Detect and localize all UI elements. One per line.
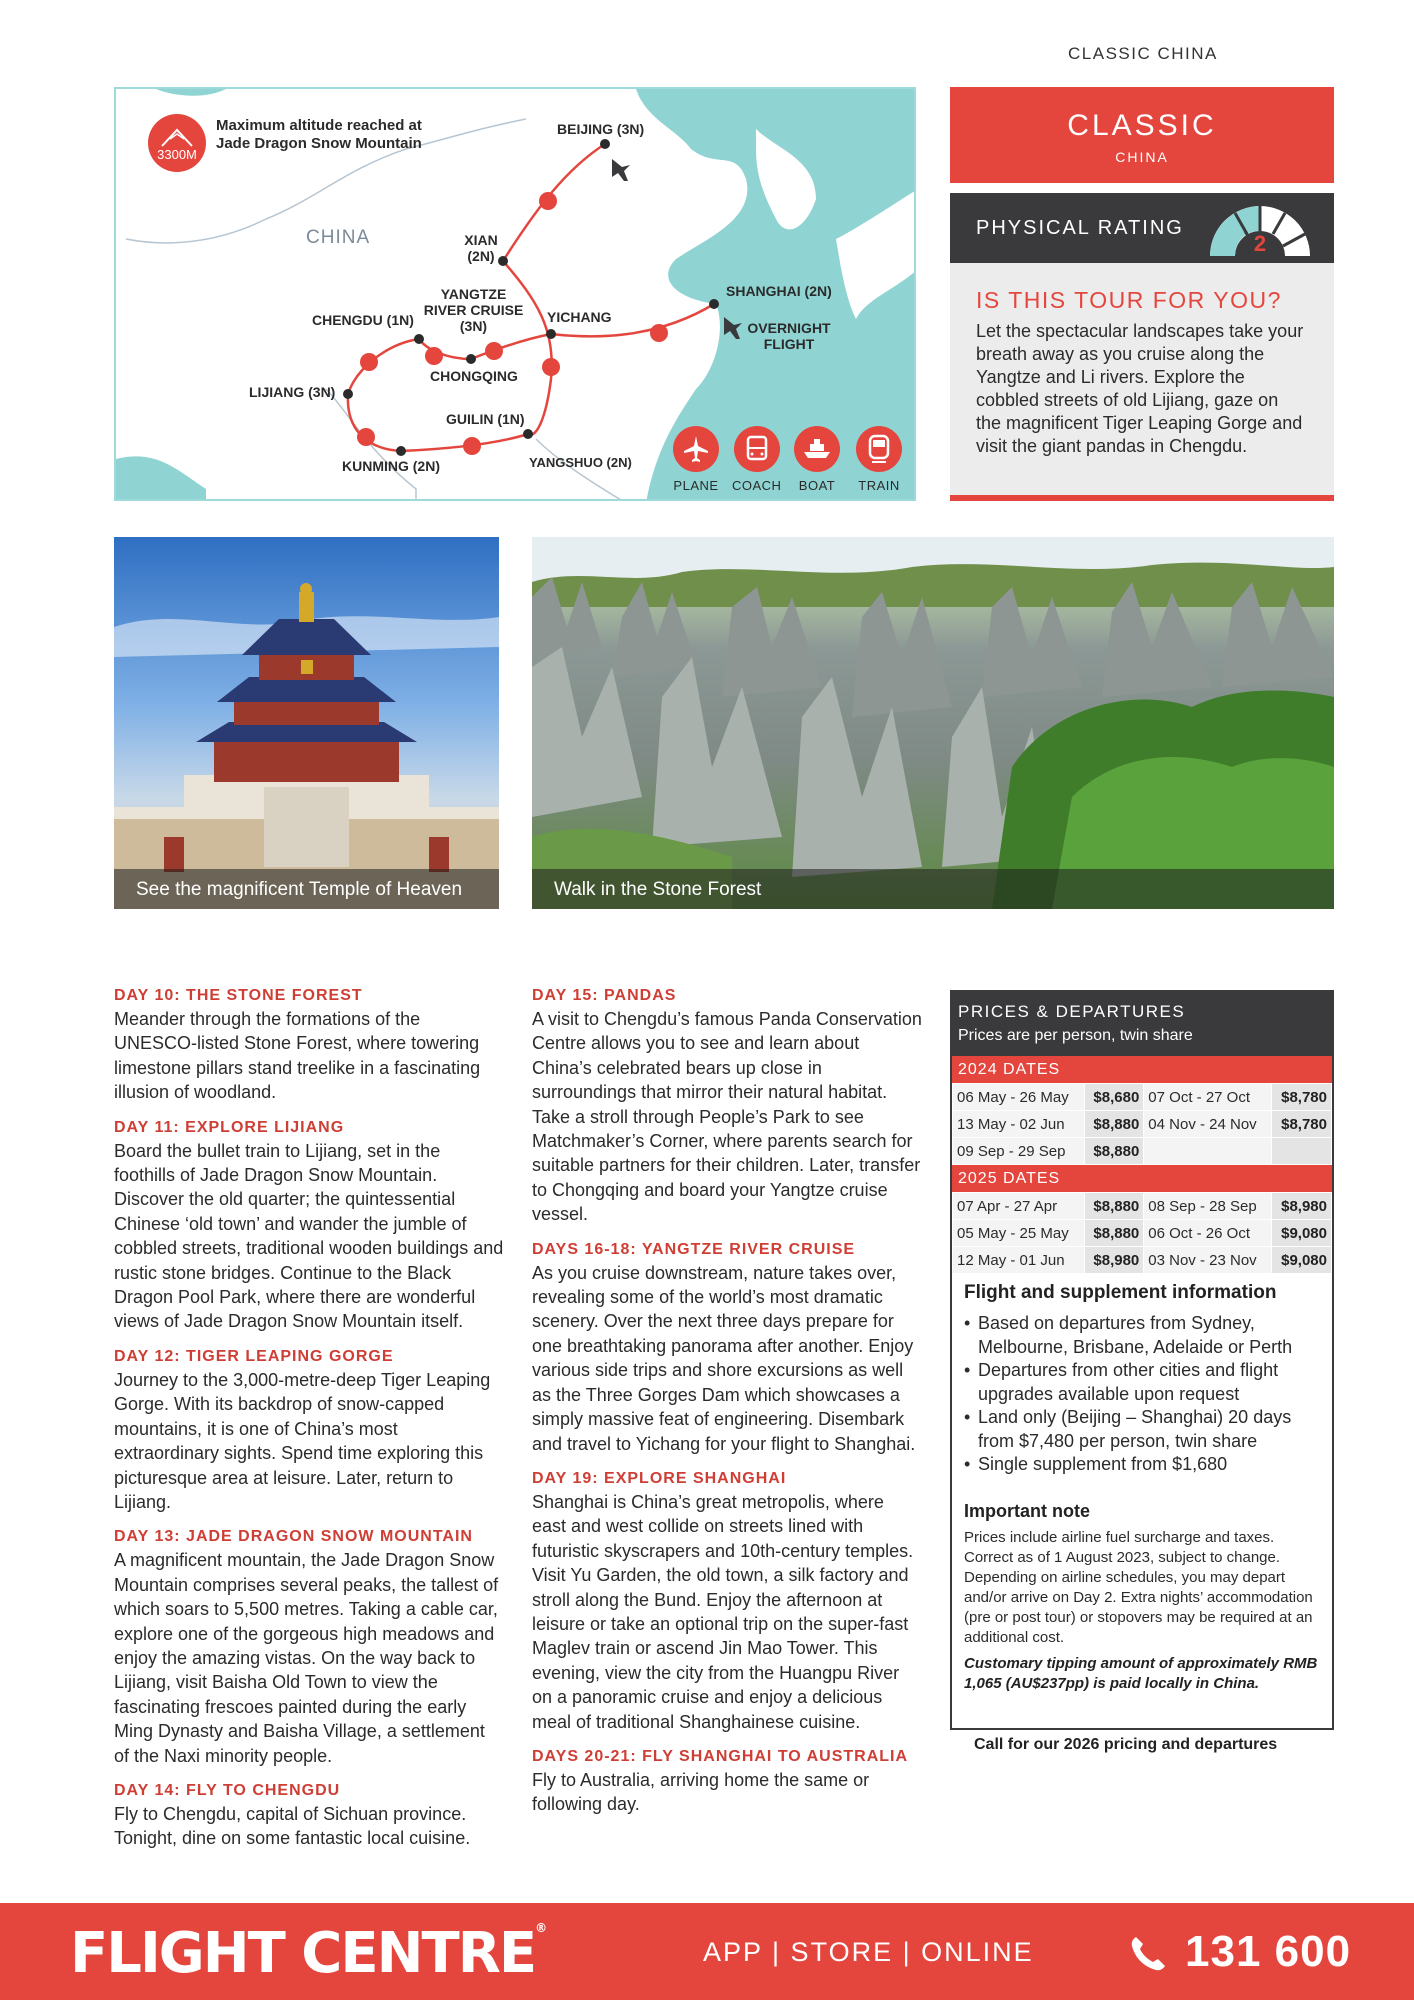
day-title: DAY 12: TIGER LEAPING GORGE (114, 1347, 394, 1365)
departure-date: 06 Oct - 26 Oct (1144, 1220, 1272, 1247)
departure-price: $9,080 (1272, 1220, 1332, 1247)
altitude-text: Maximum altitude reached at Jade Dragon Snow Mountain (216, 117, 422, 152)
place-yangtze-cruise: YANGTZE RIVER CRUISE (3N) (423, 286, 524, 334)
day-text: Shanghai is China’s great metropolis, where east and west collide on streets lined with futuristic skyscrapers and 10th-century temples. Visit Yu Garden, the old town, a silk factory and stroll along the Bund. Enjoy the afternoon at leisure or take an optional trip on the super-fast Maglev train or ascend Jin Mao Tower. This evening, view the city from the Huangpu River on a panoramic cruise and enjoy a delicious meal of traditional Shanghainese cuisine. (532, 1491, 914, 1732)
day-text: As you cruise downstream, nature takes over, revealing some of the world’s most dramatic scenery. Over the next three days prepare for one breathtaking panorama after another. Enjoy various side trips and shore excursions as well as the Three Gorges Dam which showcases a simply massive feat of engineering. Disembark and travel to Yichang for your flight to Shanghai. (532, 1262, 916, 1454)
physical-rating (950, 193, 1334, 263)
departure-date: 07 Apr - 27 Apr (953, 1193, 1085, 1220)
itinerary-day (114, 1348, 504, 1514)
prices-table-2025 (952, 1192, 1332, 1274)
legend-coach-label: COACH (732, 478, 782, 493)
place-overnight-flight: OVERNIGHT FLIGHT (747, 320, 831, 352)
departure-date: 12 May - 01 Jun (953, 1247, 1085, 1274)
stone-forest-illustration (532, 537, 1334, 909)
itinerary-day (114, 1782, 504, 1851)
flight-supplement-info (952, 1282, 1332, 1694)
departure-date: 08 Sep - 28 Sep (1144, 1193, 1272, 1220)
itinerary-day (532, 987, 922, 1227)
itinerary-column-2 (532, 987, 922, 1831)
departure-price: $8,980 (1272, 1193, 1332, 1220)
boat-icon (794, 426, 840, 472)
itinerary-day (532, 1470, 922, 1734)
legend-train (856, 426, 902, 493)
photo-caption: See the magnificent Temple of Heaven (136, 879, 463, 900)
altitude-badge (148, 114, 206, 172)
itinerary-day (114, 1528, 504, 1768)
year-heading-2025: 2025 DATES (952, 1165, 1332, 1192)
brand-logo (70, 1921, 547, 1986)
important-note-heading: Important note (964, 1500, 1090, 1521)
place-kunming: KUNMING (2N) (342, 458, 440, 474)
place-yangshuo: YANGSHUO (2N) (529, 455, 632, 470)
tipping-note: Customary tipping amount of approximately RMB 1,065 (AU$237pp) is paid locally in China. (964, 1654, 1318, 1692)
day-text: Board the bullet train to Lijiang, set in the foothills of Jade Dragon Snow Mountain. Discover the old quarter; the quintessential Chinese ‘old town’ and wander the jumble of cobbled streets, traditional wooden buildings and rustic stone bridges. Continue to the Black Dragon Pool Park, where there are wonderful views of Jade Dragon Snow Mountain itself. (114, 1140, 504, 1332)
itinerary-day (532, 1241, 922, 1456)
important-note (964, 1501, 1320, 1694)
coach-icon (734, 426, 780, 472)
day-text: Fly to Chengdu, capital of Sichuan province. Tonight, dine on some fantastic local cuisine. (114, 1803, 471, 1849)
route-map (114, 87, 916, 501)
call-for-pricing: Call for our 2026 pricing and departures (974, 1736, 1278, 1753)
departure-date (1144, 1138, 1272, 1165)
itinerary-day (114, 987, 504, 1105)
tour-title-block (950, 87, 1334, 183)
departure-price (1272, 1138, 1332, 1165)
phone-number[interactable]: 131 600 (1185, 1927, 1352, 1976)
tour-subtitle: CHINA (1115, 149, 1169, 165)
train-icon (856, 426, 902, 472)
departure-price: $8,880 (1084, 1111, 1144, 1138)
flight-info-list (964, 1312, 1320, 1477)
day-title: DAY 15: PANDAS (532, 987, 677, 1004)
departure-date: 03 Nov - 23 Nov (1144, 1247, 1272, 1274)
country-label: CHINA (306, 227, 371, 248)
footer-banner (0, 1903, 1414, 2000)
departure-date: 06 May - 26 May (953, 1084, 1085, 1111)
table-row (953, 1193, 1332, 1220)
departure-date: 04 Nov - 24 Nov (1144, 1111, 1272, 1138)
itinerary-column-1 (114, 987, 504, 1865)
important-note-text: Prices include airline fuel surcharge and taxes. Correct as of 1 August 2023, subject to change. Depending on airline schedules, you may depart and/or arrive on Day 2. Extra nights’ accommodation (pre or post tour) or stopovers may be required at an additional cost. (964, 1528, 1313, 1646)
table-row (953, 1247, 1332, 1274)
departure-date: 05 May - 25 May (953, 1220, 1085, 1247)
prices-subtitle: Prices are per person, twin share (958, 1027, 1193, 1044)
legend-boat (794, 426, 840, 493)
photo-stone-forest (532, 537, 1334, 909)
place-yichang: YICHANG (547, 309, 612, 325)
departure-date: 09 Sep - 29 Sep (953, 1138, 1085, 1165)
place-beijing: BEIJING (3N) (557, 121, 645, 137)
rating-label: PHYSICAL RATING (976, 217, 1184, 239)
departure-date: 13 May - 02 Jun (953, 1111, 1085, 1138)
tour-description: Let the spectacular landscapes take your breath away as you cruise along the Yangtze and Li rivers. Explore the cobbled streets of old Lijiang, gaze on the magnificent Tiger Leaping Gorge and visit the giant pandas in Chengdu. (976, 321, 1304, 456)
departure-price: $8,780 (1272, 1111, 1332, 1138)
day-text: Fly to Australia, arriving home the same or following day. (532, 1769, 870, 1815)
departure-price: $8,880 (1084, 1138, 1144, 1165)
footer-channels: APP | STORE | ONLINE (703, 1937, 1034, 1967)
day-title: DAY 14: FLY TO CHENGDU (114, 1781, 341, 1799)
departure-price: $9,080 (1272, 1247, 1332, 1274)
list-item: • Single supplement from $1,680 (964, 1453, 1320, 1477)
legend-plane-label: PLANE (673, 478, 719, 493)
list-item: • Land only (Beijing – Shanghai) 20 days from $7,480 per person, twin share (964, 1406, 1320, 1453)
place-xian: XIAN (2N) (464, 232, 498, 264)
day-title: DAYS 20-21: FLY SHANGHAI TO AUSTRALIA (532, 1747, 909, 1765)
day-text: Meander through the formations of the UNESCO-listed Stone Forest, where towering limestone pillars stand treelike in a fascinating illusion of woodland. (114, 1009, 481, 1103)
day-title: DAY 19: EXPLORE SHANGHAI (532, 1469, 787, 1487)
tour-question: IS THIS TOUR FOR YOU? (976, 287, 1282, 313)
prices-header (952, 992, 1332, 1056)
departure-date: 07 Oct - 27 Oct (1144, 1084, 1272, 1111)
legend-plane (673, 426, 719, 493)
table-row (953, 1084, 1332, 1111)
temple-illustration (114, 537, 499, 909)
itinerary-day (532, 1748, 922, 1817)
list-item: • Based on departures from Sydney, Melbourne, Brisbane, Adelaide or Perth (964, 1312, 1320, 1359)
table-row (953, 1220, 1332, 1247)
year-heading-2024: 2024 DATES (952, 1056, 1332, 1083)
place-shanghai: SHANGHAI (2N) (726, 283, 832, 299)
photo-caption: Walk in the Stone Forest (554, 879, 762, 900)
rating-value: 2 (1253, 231, 1267, 256)
itinerary-day (114, 1119, 504, 1334)
departure-price: $8,880 (1084, 1193, 1144, 1220)
day-title: DAYS 16-18: YANGTZE RIVER CRUISE (532, 1240, 856, 1258)
departure-price: $8,780 (1272, 1084, 1332, 1111)
page-header-label: CLASSIC CHINA (1068, 44, 1218, 63)
place-chengdu: CHENGDU (1N) (312, 312, 414, 328)
prices-departures-box (950, 990, 1334, 1730)
place-chongqing: CHONGQING (430, 368, 518, 384)
registered-mark: ® (535, 1921, 548, 1935)
brand-name: FLIGHT CENTRE (70, 1921, 536, 1986)
prices-title: PRICES & DEPARTURES (958, 1002, 1186, 1021)
departure-price: $8,880 (1084, 1220, 1144, 1247)
photo-temple-of-heaven (114, 537, 499, 909)
divider (950, 495, 1334, 501)
day-text: A magnificent mountain, the Jade Dragon Snow Mountain comprises several peaks, the tallest of which soars to 5,500 metres. Taking a cable car, explore one of the gorgeous high meadows and enjoy the amazing vistas. On the way back to Lijiang, visit Baisha Old Town to view the fascinating frescoes painted during the early Ming Dynasty and Baisha Village, a settlement of the Naxi minority people. (114, 1550, 499, 1766)
list-item: • Departures from other cities and flight upgrades available upon request (964, 1359, 1320, 1406)
flight-info-heading: Flight and supplement information (964, 1282, 1277, 1303)
departure-price: $8,680 (1084, 1084, 1144, 1111)
place-guilin: GUILIN (1N) (446, 411, 525, 427)
day-text: Journey to the 3,000-metre-deep Tiger Leaping Gorge. With its backdrop of snow-capped mountains, it is one of China’s most extraordinary sights. Spend time exploring this picturesque area at leisure. Later, return to Lijiang. (114, 1369, 491, 1512)
altitude-value: 3300M (157, 147, 197, 162)
day-title: DAY 11: EXPLORE LIJIANG (114, 1118, 345, 1136)
tour-intro (950, 263, 1334, 495)
legend-boat-label: BOAT (798, 478, 836, 493)
tour-title: CLASSIC (1067, 109, 1217, 142)
legend-coach (732, 426, 781, 493)
day-title: DAY 13: JADE DRAGON SNOW MOUNTAIN (114, 1528, 473, 1546)
departure-price: $8,980 (1084, 1247, 1144, 1274)
prices-table-2024 (952, 1083, 1332, 1165)
day-text: A visit to Chengdu’s famous Panda Conservation Centre allows you to see and learn about China’s celebrated bears up close in surroundings that mirror their natural habitat. Take a stroll through People’s Park to see Matchmaker’s Corner, where parents search for suitable partners for their children. Later, transfer to Chongqing and board your Yangtze cruise vessel. (532, 1009, 922, 1225)
day-title: DAY 10: THE STONE FOREST (114, 987, 363, 1004)
place-lijiang: LIJIANG (3N) (249, 384, 336, 400)
table-row (953, 1138, 1332, 1165)
rating-gauge-icon (1205, 201, 1315, 261)
legend-train-label: TRAIN (858, 478, 900, 493)
phone-icon (1127, 1933, 1169, 1975)
plane-icon (673, 426, 719, 472)
table-row (953, 1111, 1332, 1138)
